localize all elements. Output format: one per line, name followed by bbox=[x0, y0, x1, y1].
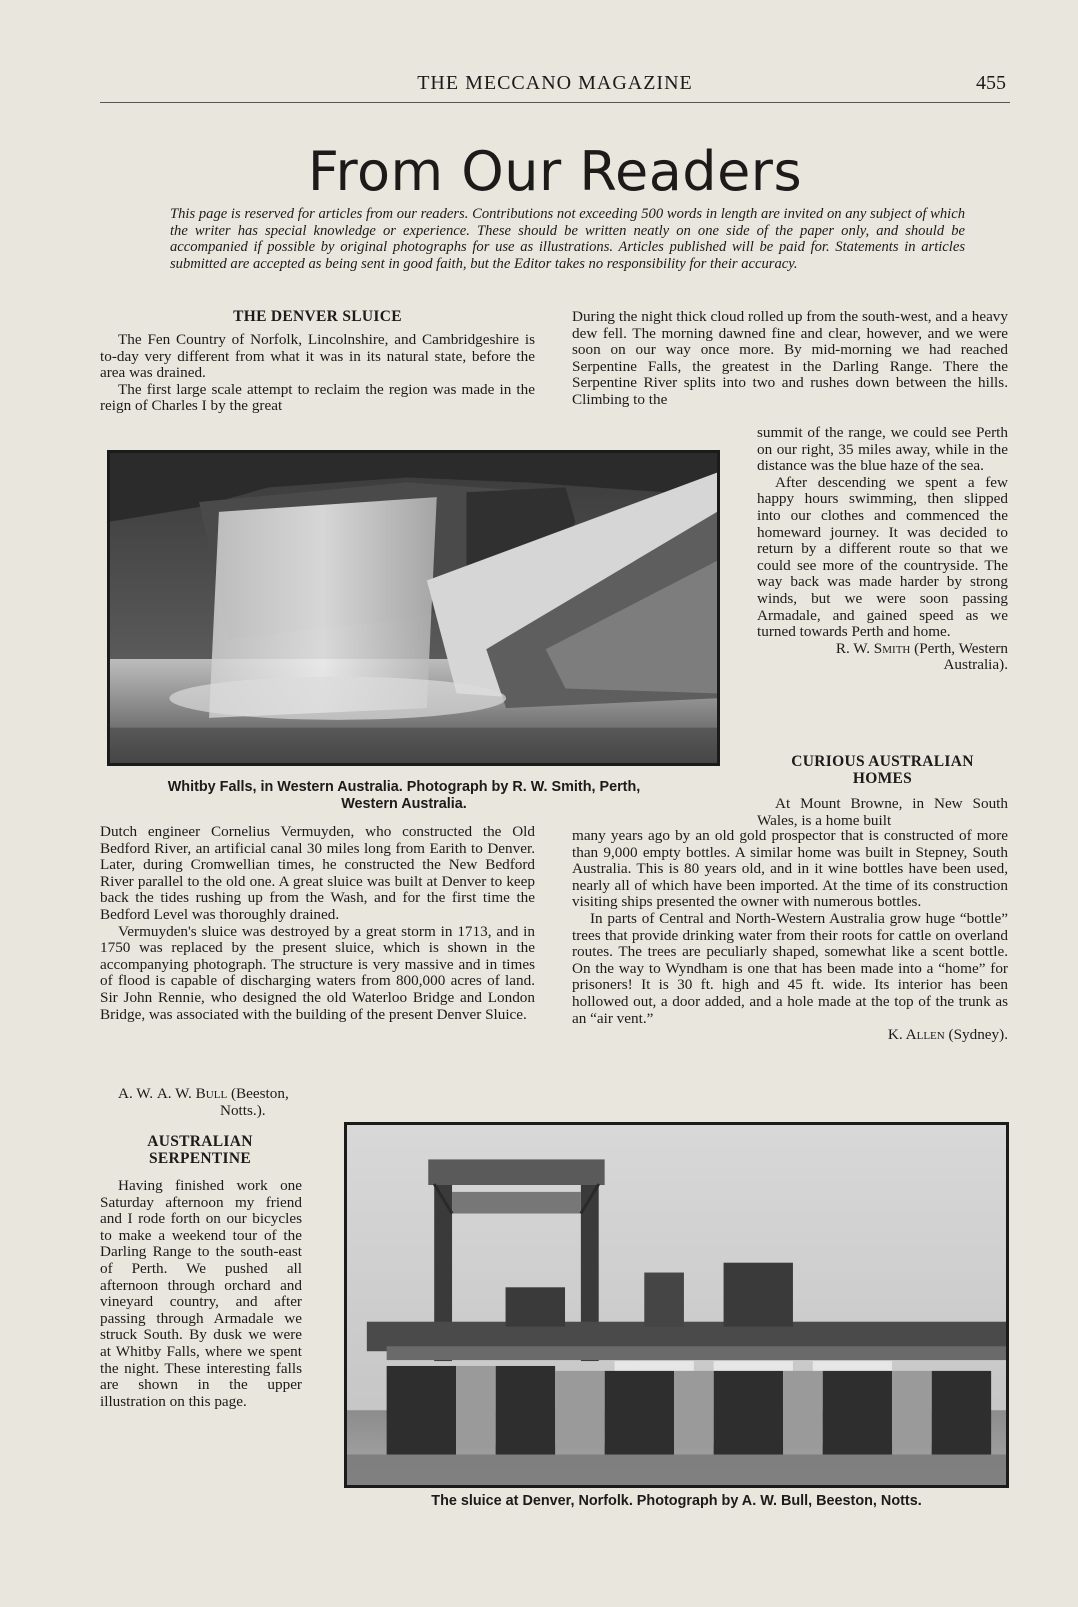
article-heading-curious-homes bbox=[757, 753, 1008, 787]
heading-line: AUSTRALIAN bbox=[147, 1133, 253, 1150]
article-body-serpentine-start bbox=[100, 1178, 302, 1410]
author-place: (Sydney). bbox=[948, 1026, 1008, 1044]
page-number: 455 bbox=[976, 72, 1006, 94]
author-name: A. W. Bull bbox=[156, 1085, 228, 1102]
paragraph: At Mount Browne, in New South Wales, is a home built bbox=[757, 795, 1008, 829]
magazine-title: THE MECCANO MAGAZINE bbox=[417, 72, 693, 94]
author-signature-smith bbox=[757, 641, 1008, 658]
photo-denver-sluice bbox=[344, 1122, 1009, 1488]
photo-whitby-falls bbox=[107, 450, 720, 766]
article-heading-denver-sluice: THE DENVER SLUICE bbox=[233, 308, 402, 325]
paragraph: The first large scale attempt to reclaim the region was made in the reign of Charles I by the great bbox=[100, 380, 535, 415]
article-body-denver-sluice-cont bbox=[100, 824, 535, 1023]
author-initials: A. W. bbox=[118, 1085, 157, 1102]
heading-line: SERPENTINE bbox=[148, 1150, 252, 1167]
editorial-intro: This page is reserved for articles from our readers. Contributions not exceeding 500 words in length are invited on any subject of which the writer has special knowledge or experience. These should be written neatly on one side of the paper only, and should be accompanied if possible by original photographs for use as illustrations. Articles published will be paid for. Statements in articles submitted are accepted as being sent in good faith, but the Editor takes no responsibility for their accuracy. bbox=[170, 206, 965, 272]
article-body-serpentine-cont-narrow bbox=[757, 425, 1008, 674]
paragraph: The Fen Country of Norfolk, Lincolnshire, and Cambridgeshire is to-day very different from what it was in its natural state, before the area was drained. bbox=[100, 331, 535, 382]
author-place: (Perth, Western bbox=[914, 639, 1008, 657]
article-body-curious-cont bbox=[572, 828, 1008, 1044]
page-title: From Our Readers bbox=[307, 140, 803, 203]
author-name: K. Allen bbox=[887, 1026, 945, 1044]
paragraph: After descending we spent a few happy hours swimming, then slipped into our clothes and commenced the homeward journey. It was decided to return by a different route so that we could see more of the countryside. The way back was made harder by strong winds, but we were soon passing Armadale, and gained speed as we turned towards Perth and home. bbox=[757, 473, 1008, 641]
article-body-serpentine-cont bbox=[572, 309, 1008, 409]
article-body-denver-sluice-start bbox=[100, 332, 535, 415]
heading-line: HOMES bbox=[852, 770, 913, 787]
paragraph: Dutch engineer Cornelius Vermuyden, who constructed the Old Bedford River, an artificial canal 30 miles long from Earith to Denver. Later, during Cromwellian times, he constructed the New Bedford River parallel to the old one. A great sluice was built at Denver to keep back the tides rushing up from the Wash, and for the first time the Bedford Level was thoroughly drained. bbox=[100, 823, 535, 923]
author-place-line: Australia). bbox=[943, 656, 1008, 674]
author-name: R. W. Smith bbox=[835, 639, 911, 657]
paragraph: Vermuyden's sluice was destroyed by a great storm in 1713, and in 1750 was replaced by the present sluice, which is shown in the accompanying photograph. The structure is very massive and in times of flood is capable of discharging waters from 800,000 acres of land. Sir John Rennie, who designed the old Waterloo Bridge and London Bridge, was associated with the building of the present Denver Sluice. bbox=[100, 922, 535, 1023]
article-heading-serpentine bbox=[100, 1133, 300, 1167]
caption-whitby-falls bbox=[100, 779, 708, 813]
author-signature-bull bbox=[118, 1086, 318, 1119]
author-signature-allen bbox=[572, 1027, 1008, 1044]
sluice-illustration bbox=[347, 1125, 1006, 1485]
author-place-line: Notts.). bbox=[220, 1101, 266, 1119]
paragraph: In parts of Central and North-Western Australia grow huge “bottle” trees that provide drinking water from their roots for cattle on overland routes. The trees are peculiarly shaped, somewhat like a scent bottle. On the way to Wyndham is one that has been made into a “home” for prisoners! It is 30 ft. high and 45 ft. wide. Its interior has been hollowed out, a door added, and a hole made at the top of the trunk as an “air vent.” bbox=[572, 909, 1008, 1027]
paragraph: summit of the range, we could see Perth on our right, 35 miles away, while in the distance was the blue haze of the sea. bbox=[757, 424, 1008, 475]
paragraph: During the night thick cloud rolled up from the south-west, and a heavy dew fell. The morning dawned fine and clear, however, and we were soon on our way once more. By mid-morning we had reached Serpentine Falls, the greatest in the Darling Range. There the Serpentine River splits into two and rushes down between the hills. Climbing to the bbox=[572, 308, 1008, 408]
author-place: (Beeston, bbox=[230, 1085, 289, 1102]
paragraph: Having finished work one Saturday afternoon my friend and I rode forth on our bicycles to make a weekend tour of the Darling Range to the south-east of Perth. We pushed all afternoon through orchard and vineyard country, and after passing through Armadale we struck South. By dusk we were at Whitby Falls, where we spent the night. These interesting falls are shown in the upper illustration on this page. bbox=[100, 1177, 302, 1410]
waterfall-illustration bbox=[110, 453, 717, 763]
caption-line: Western Australia. bbox=[341, 796, 467, 812]
paragraph: many years ago by an old gold prospector that is constructed of more than 9,000 empty bottles. A similar home was built in Stepney, South Australia. This is 80 years old, and in it wine bottles have been used, nearly all of which have been imported. At the time of its construction visiting ships presented the owner with numerous bottles. bbox=[572, 827, 1008, 911]
heading-line: CURIOUS AUSTRALIAN bbox=[791, 753, 974, 770]
caption-line: Whitby Falls, in Western Australia. Photograph by R. W. Smith, Perth, bbox=[167, 779, 641, 795]
running-head bbox=[100, 72, 1010, 103]
article-body-curious-start bbox=[757, 796, 1008, 829]
caption-denver-sluice: The sluice at Denver, Norfolk. Photograph by A. W. Bull, Beeston, Notts. bbox=[431, 1493, 922, 1509]
